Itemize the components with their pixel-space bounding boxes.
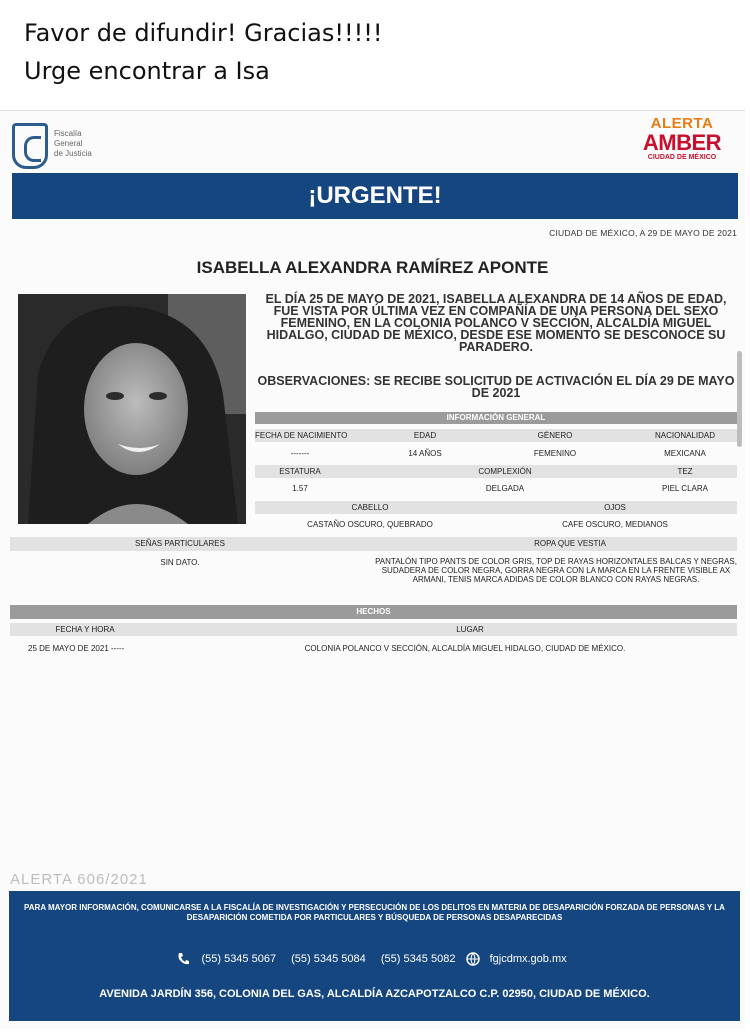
post-text xyxy=(24,14,382,90)
fgj-emblem-icon xyxy=(12,123,48,169)
person-photo xyxy=(18,294,246,524)
features-clothing-headers: SEÑAS PARTICULARES ROPA QUE VESTIA xyxy=(10,537,737,551)
scrollbar[interactable] xyxy=(737,351,742,447)
hechos-column-headers: FECHA Y HORA LUGAR xyxy=(10,623,737,636)
post-line-1: Favor de difundir! Gracias!!!!! xyxy=(24,19,383,47)
amber-alert-logo: ALERTA AMBER CIUDAD DE MÉXICO xyxy=(642,115,722,161)
fgj-logo-text: Fiscalía General de Justicia xyxy=(54,129,92,158)
info-row-2-headers: ESTATURA COMPLEXIÓN TEZ xyxy=(255,465,737,478)
phone-2[interactable]: (55) 5345 5084 xyxy=(291,952,366,965)
case-description: EL DÍA 25 DE MAYO DE 2021, ISABELLA ALEXANDRA DE 14 AÑOS DE EDAD, FUE VISTA POR ÚLTIMA VEZ EN COMPAÑÍA DE UNA PERSONA DEL SEXO FEMENINO, EN LA COLONIA POLANCO V SECCIÓN, ALCALDÍA MIGUEL HIDALGO, CIUDAD DE MÉXICO, DESDE ESE MOMENTO SE DESCONOCE SU PARADERO. xyxy=(265,292,727,354)
footer-contacts xyxy=(9,951,740,967)
hechos-values: 25 DE MAYO DE 2021 ----- COLONIA POLANCO V SECCIÓN, ALCALDÍA MIGUEL HIDALGO, CIUDAD DE MÉXICO. xyxy=(28,644,626,653)
hechos-header: HECHOS xyxy=(10,605,737,619)
alert-number: ALERTA 606/2021 xyxy=(10,871,148,888)
observations: OBSERVACIONES: SE RECIBE SOLICITUD DE ACTIVACIÓN EL DÍA 29 DE MAYO DE 2021 xyxy=(257,374,735,400)
info-row-1-headers: FECHA DE NACIMIENTO EDAD GÉNERO NACIONALIDAD xyxy=(255,429,737,442)
info-row-2-values: 1.57 DELGADA PIEL CLARA xyxy=(292,484,708,493)
phone-3[interactable]: (55) 5345 5082 xyxy=(380,952,456,965)
fgj-logo xyxy=(12,123,122,173)
features-value: SIN DATO. xyxy=(160,558,200,567)
missing-person-flyer[interactable] xyxy=(0,110,745,1029)
footer-info-text: PARA MAYOR INFORMACIÓN, COMUNICARSE A LA FISCALÍA DE INVESTIGACIÓN Y PERSECUCIÓN DE LOS DELITOS EN MATERIA DE DESAPARICIÓN FORZADA DE PERSONAS Y LA DESAPARICIÓN COMETIDA POR PARTICULARES Y BÚSQUEDA DE PERSONAS DESAPARECIDAS xyxy=(24,903,725,922)
clothing-description: PANTALÓN TIPO PANTS DE COLOR GRIS, TOP DE RAYAS HORIZONTALES BALCAS Y NEGRAS, SUDADERA DE COLOR NEGRA, GORRA NEGRA CON LA MARCA EN LA FRENTE VISIBLE AX ARMANI, TENIS MARCA ADIDAS DE COLOR BLANCO CON RAYAS NEGRAS. xyxy=(375,557,737,584)
info-general-header: INFORMACIÓN GENERAL xyxy=(255,412,737,424)
info-row-1-values: ------- 14 AÑOS FEMENINO MEXICANA xyxy=(290,449,706,458)
footer-address: AVENIDA JARDÍN 356, COLONIA DEL GAS, ALCALDÍA AZCAPOTZALCO C.P. 02950, CIUDAD DE MÉXICO. xyxy=(99,988,650,1000)
phone-1[interactable]: (55) 5345 5067 xyxy=(201,952,277,965)
info-row-3-headers: CABELLO OJOS xyxy=(255,501,737,514)
contact-footer xyxy=(9,891,740,1021)
date-line: CIUDAD DE MÉXICO, A 29 DE MAYO DE 2021 xyxy=(549,228,737,238)
urgent-banner: ¡URGENTE! xyxy=(12,173,738,219)
post-line-2: Urge encontrar a Isa xyxy=(24,57,270,85)
website-link[interactable]: fgjcdmx.gob.mx xyxy=(489,952,567,965)
phone-icon xyxy=(176,951,192,967)
info-row-3-values: CASTAÑO OSCURO, QUEBRADO CAFE OSCURO, MEDIANOS xyxy=(307,520,668,529)
person-name: ISABELLA ALEXANDRA RAMÍREZ APONTE xyxy=(196,258,549,277)
globe-icon xyxy=(465,951,481,967)
